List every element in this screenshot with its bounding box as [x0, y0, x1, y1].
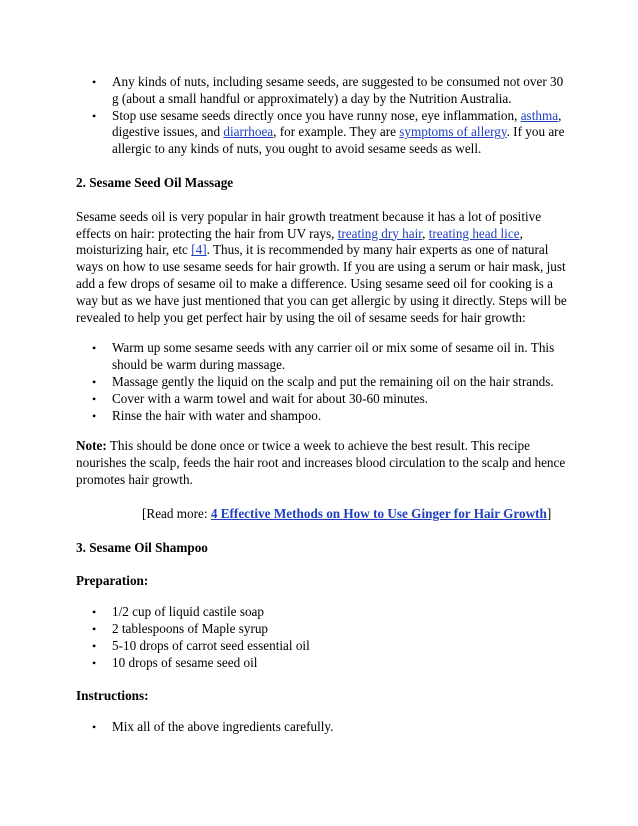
instructions-label: Instructions: — [76, 688, 149, 704]
paragraph: Sesame seeds oil is very popular in hair growth treatment because it has a lot of positive effects on hair: protecting the hair from UV rays, treating dry hair, treating head lice, moisturizing hair, etc [4]. Thus, it is recommended by many hair experts as one of natural ways on how to use sesame seeds for hair growth. If you are using a serum or hair mask, just add a few drops of sesame oil to make a difference. Using sesame seed oil for cooking is a way but as we have just mentioned that you can get allergic by using it directly. Steps will be revealed to help you get perfect hair by using the oil of sesame seeds for hair growth: — [76, 208, 567, 325]
note-label: Note: — [76, 438, 107, 454]
treating-head-lice-link[interactable]: treating head lice — [428, 225, 520, 241]
preparation-label: Preparation: — [76, 573, 149, 589]
diarrhoea-link[interactable]: diarrhoea — [223, 124, 274, 140]
instructions-list — [76, 719, 570, 736]
list-item: • Massage gently the liquid on the scalp and put the remaining oil on the hair strands. — [76, 374, 570, 391]
read-more: [Read more: 4 Effective Methods on How to Use Ginger for Hair Growth] — [142, 505, 552, 521]
ingredients-list — [76, 604, 570, 671]
section-heading: 2. Sesame Seed Oil Massage — [76, 174, 234, 190]
symptoms-of-allergy-link[interactable]: symptoms of allergy — [399, 124, 507, 140]
list-item: • Warm up some sesame seeds with any carrier oil or mix some of sesame oil in. This should be warm during massage. — [76, 340, 570, 374]
list-item: • 10 drops of sesame seed oil — [76, 655, 570, 672]
list-item: • Mix all of the above ingredients carefully. — [76, 719, 570, 736]
reference-4-link[interactable]: [4] — [191, 242, 207, 258]
document-page — [76, 74, 570, 736]
ginger-article-link[interactable]: 4 Effective Methods on How to Use Ginger for Hair Growth — [210, 505, 547, 521]
list-item: • Cover with a warm towel and wait for about 30-60 minutes. — [76, 391, 570, 408]
list-item: • Stop use sesame seeds directly once you have runny nose, eye inflammation, asthma, digestive issues, and diarrhoea, for example. They are symptoms of allergy. If you are allergic to any kinds of nuts, you ought to avoid sesame seeds as well. — [76, 108, 570, 158]
section-heading: 3. Sesame Oil Shampoo — [76, 539, 208, 555]
note-paragraph: Note: This should be done once or twice a week to achieve the best result. This recipe nourishes the scalp, feeds the hair root and increases blood circulation to the scalp and hence promotes hair growth. — [76, 438, 566, 487]
list-item: • 5-10 drops of carrot seed essential oil — [76, 638, 570, 655]
list-item: • 2 tablespoons of Maple syrup — [76, 621, 570, 638]
list-item: • 1/2 cup of liquid castile soap — [76, 604, 570, 621]
list-item: • Any kinds of nuts, including sesame seeds, are suggested to be consumed not over 30 g (about a small handful or approximately) a day by the Nutrition Australia. — [76, 74, 570, 108]
treating-dry-hair-link[interactable]: treating dry hair — [337, 225, 423, 241]
asthma-link[interactable]: asthma — [520, 107, 559, 123]
list-item: • Rinse the hair with water and shampoo. — [76, 408, 570, 425]
allergy-list — [76, 74, 570, 158]
massage-steps-list — [76, 340, 570, 424]
